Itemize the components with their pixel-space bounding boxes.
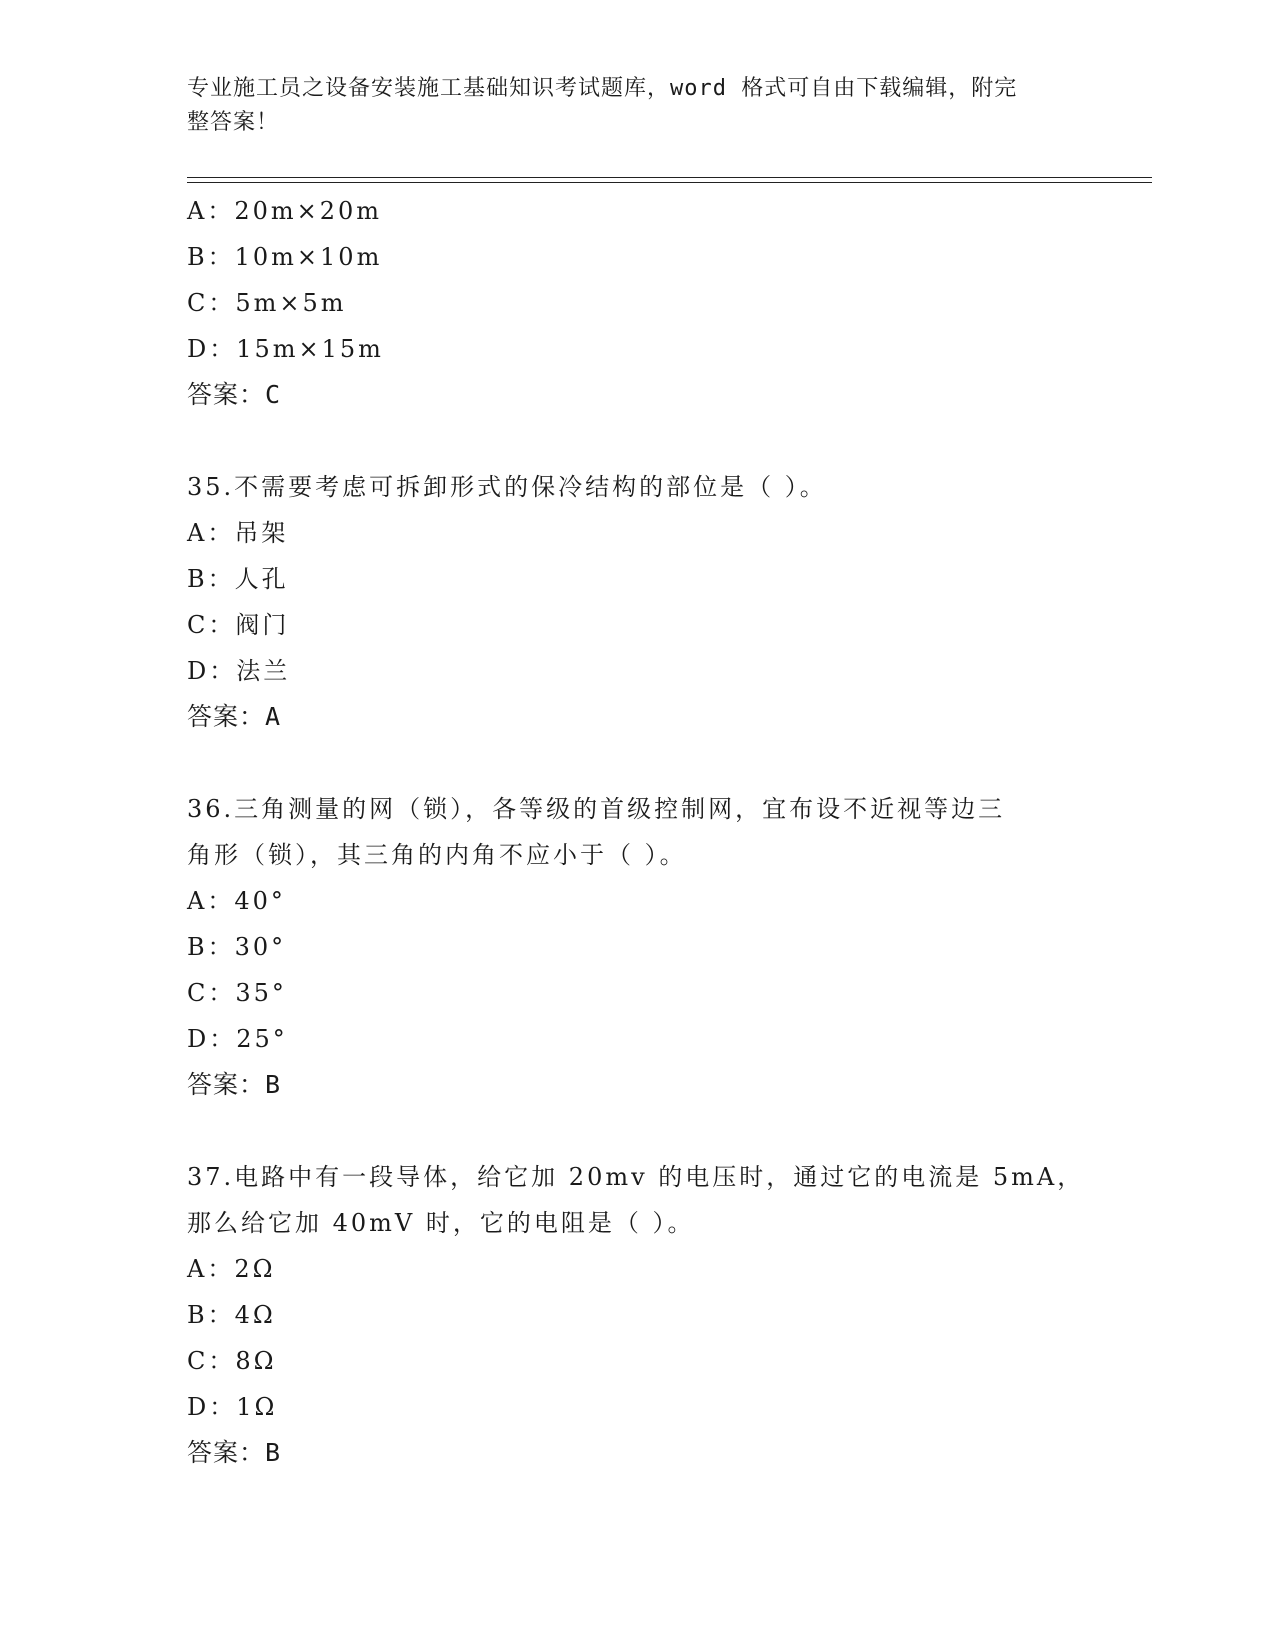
answer: 答案：B (187, 1070, 282, 1099)
option-d: D：25° (187, 1025, 288, 1053)
question-block-36 (187, 786, 1087, 1108)
option-c: C：35° (187, 979, 287, 1007)
header-line-1: 专业施工员之设备安装施工基础知识考试题库，word 格式可自由下载编辑，附完 (187, 76, 1018, 101)
question-stem: 35.不需要考虑可拆卸形式的保冷结构的部位是（ ）。 (187, 473, 827, 501)
option-a: A：40° (187, 887, 286, 915)
option-d: D：法兰 (187, 657, 291, 685)
option-b: B：人孔 (187, 565, 289, 593)
option-a: A：20m×20m (187, 197, 383, 225)
option-d: D：15m×15m (187, 335, 384, 363)
option-c: C：8Ω (187, 1347, 277, 1375)
question-block-35 (187, 464, 1087, 740)
question-stem-line-2: 那么给它加 40mV 时，它的电阻是（ ）。 (187, 1209, 695, 1237)
option-b: B：10m×10m (187, 243, 383, 271)
question-list (187, 188, 1087, 1476)
option-d: D：1Ω (187, 1393, 278, 1421)
document-header (187, 72, 1067, 140)
answer: 答案：B (187, 1438, 282, 1467)
header-divider-top (187, 177, 1152, 178)
question-stem-line-2: 角形（锁），其三角的内角不应小于（ ）。 (187, 841, 687, 869)
option-a: A：吊架 (187, 519, 289, 547)
answer: 答案：A (187, 702, 282, 731)
option-b: B：4Ω (187, 1301, 276, 1329)
question-block-34 (187, 188, 1087, 418)
question-stem-line-1: 37.电路中有一段导体，给它加 20mv 的电压时，通过它的电流是 5mA， (187, 1163, 1085, 1191)
option-b: B：30° (187, 933, 287, 961)
option-c: C：阀门 (187, 611, 290, 639)
option-a: A：2Ω (187, 1255, 276, 1283)
header-divider-bottom (187, 182, 1152, 183)
answer: 答案：C (187, 380, 282, 409)
header-line-2: 整答案！ (187, 110, 280, 135)
question-block-37 (187, 1154, 1087, 1476)
question-stem-line-1: 36.三角测量的网（锁），各等级的首级控制网，宜布设不近视等边三 (187, 795, 1006, 823)
option-c: C：5m×5m (187, 289, 347, 317)
